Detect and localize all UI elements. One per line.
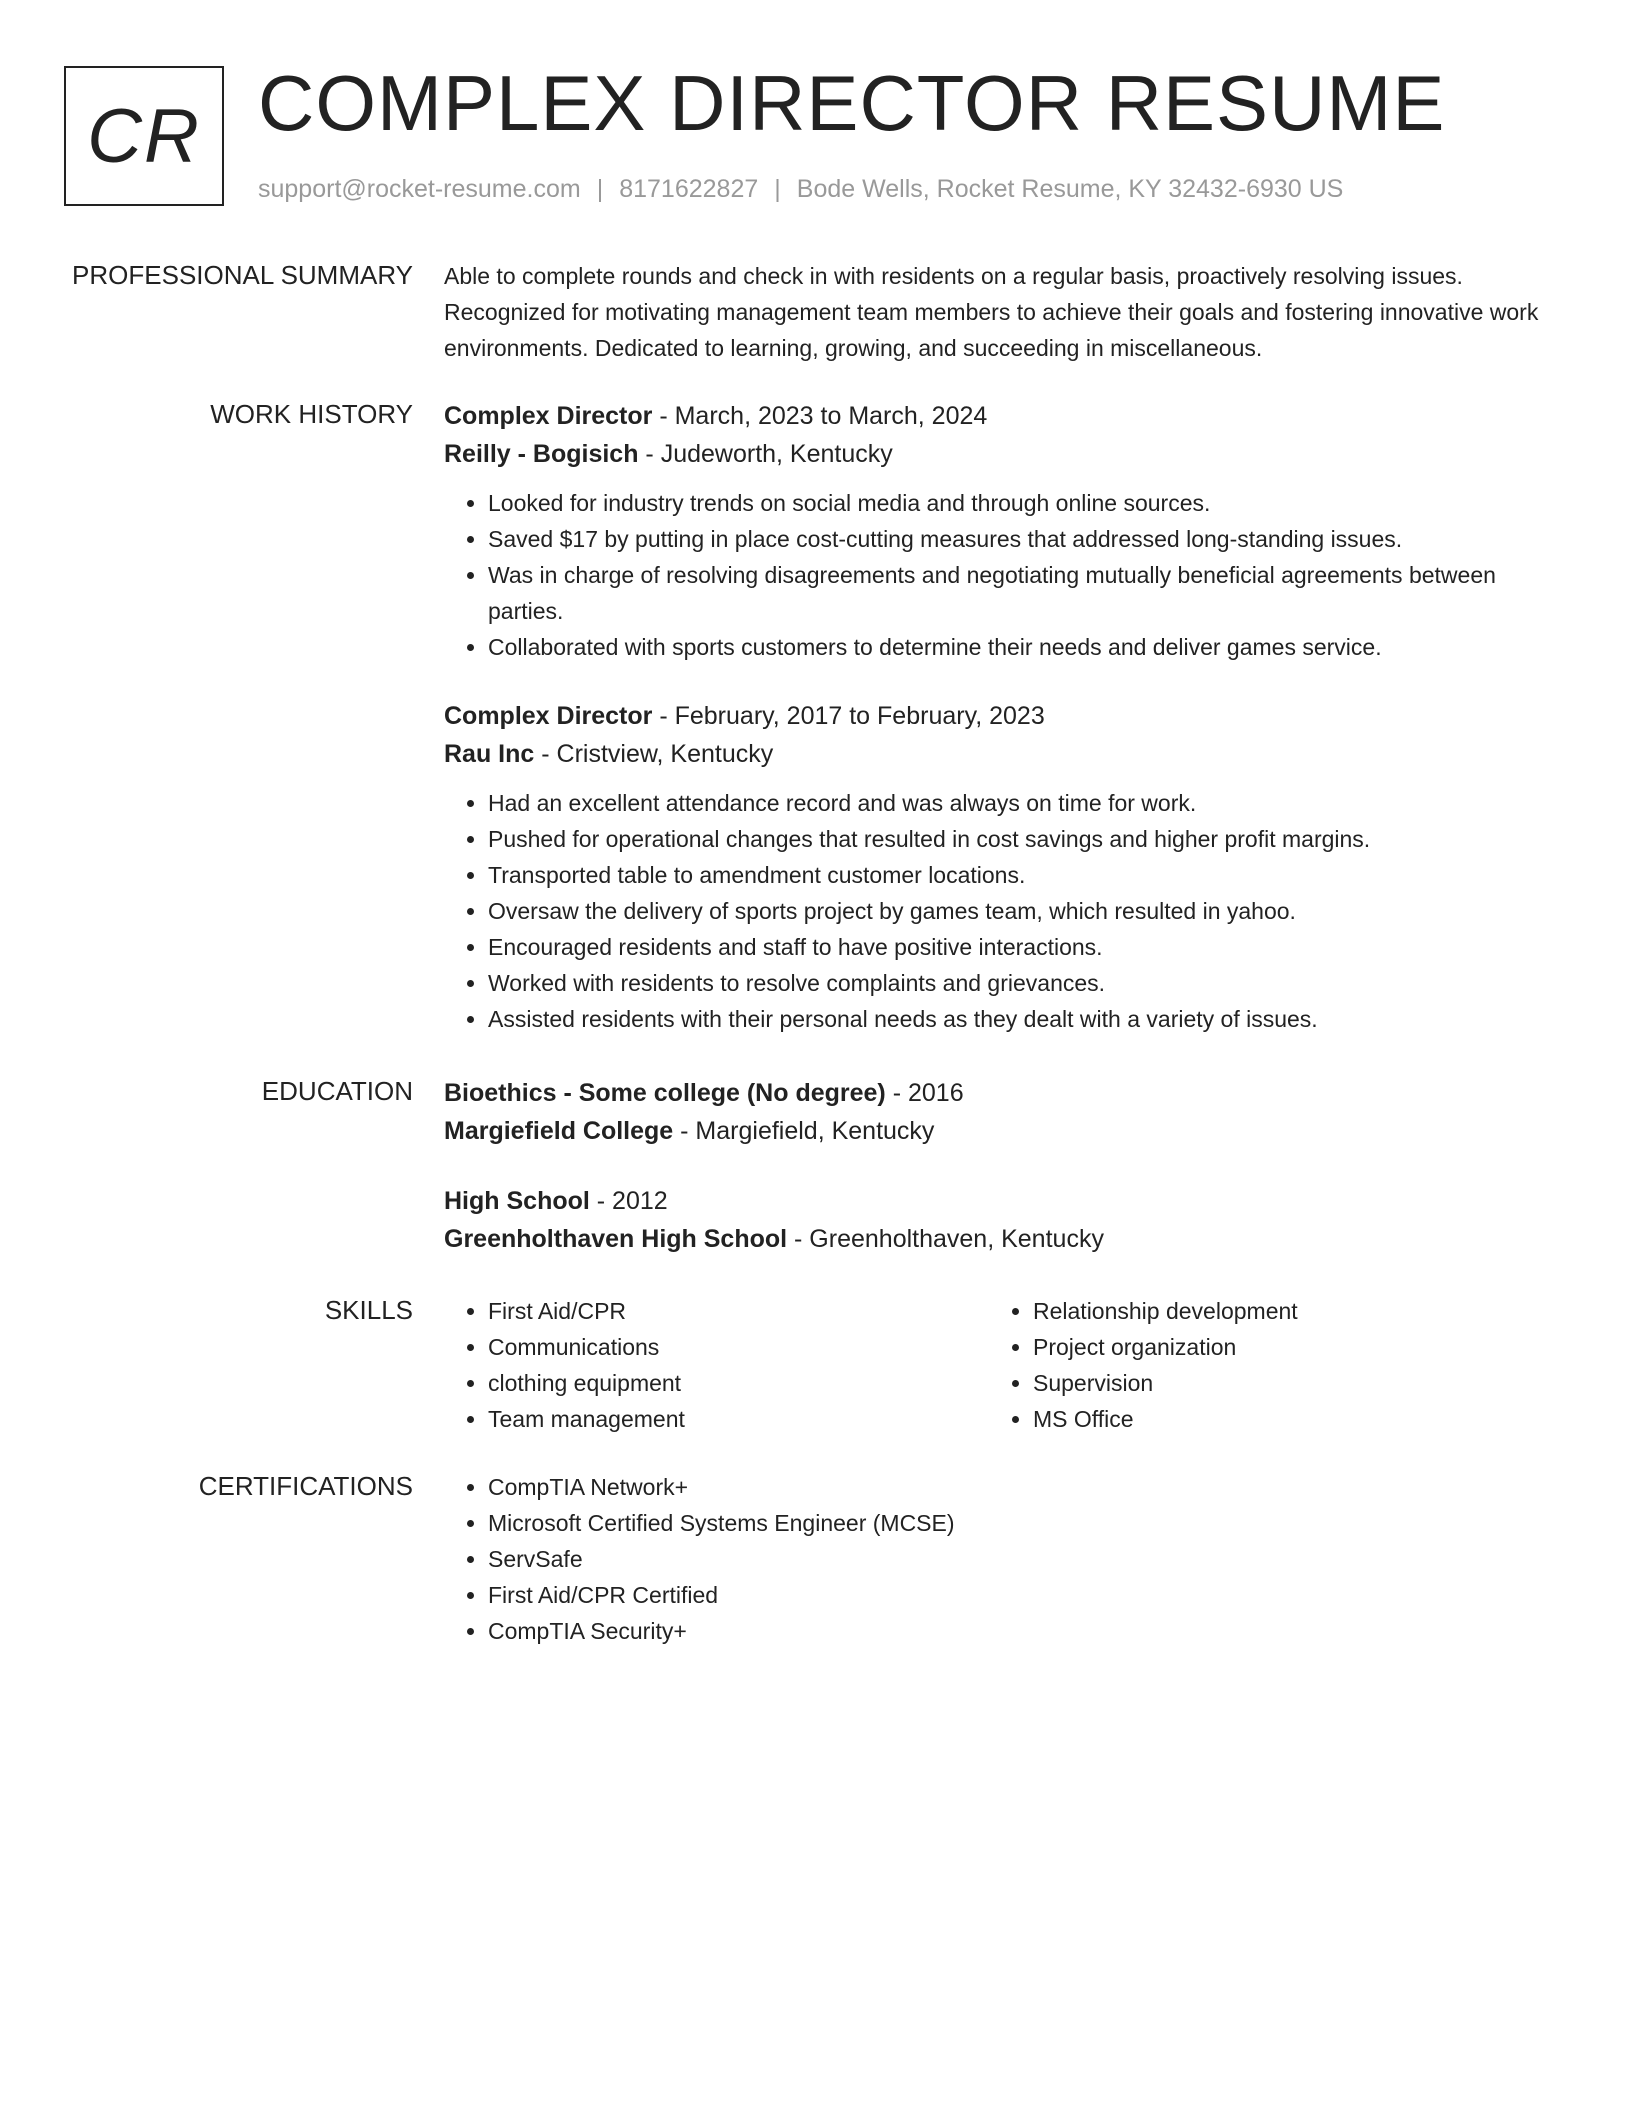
degree-line [444, 1074, 1574, 1112]
skills-body [444, 1293, 1574, 1437]
job-title-line [444, 697, 1574, 735]
degree-year: - 2016 [885, 1079, 964, 1107]
list-item: • Relationship development [1033, 1293, 1534, 1329]
section-label-summary: PROFESSIONAL SUMMARY [72, 260, 413, 290]
contact-email: support@rocket-resume.com [258, 175, 581, 203]
list-item: • Supervision [1033, 1365, 1534, 1401]
list-item: • Worked with residents to resolve complaints and grievances. [488, 965, 1574, 1001]
job-location: - Cristview, Kentucky [534, 740, 774, 768]
skills-list [444, 1293, 989, 1437]
skills-column [444, 1293, 989, 1437]
degree: High School [444, 1187, 590, 1215]
job-dates: - March, 2023 to March, 2024 [652, 402, 988, 430]
work-body [444, 397, 1574, 1069]
job-dates: - February, 2017 to February, 2023 [652, 702, 1045, 730]
list-item: • Project organization [1033, 1329, 1534, 1365]
school-line [444, 1220, 1574, 1258]
list-item: • Looked for industry trends on social media and through online sources. [488, 485, 1574, 521]
list-item: • Was in charge of resolving disagreements and negotiating mutually beneficial agreements between parties. [488, 557, 1574, 629]
job-title: Complex Director [444, 402, 653, 430]
job-title: Complex Director [444, 702, 653, 730]
list-item: • CompTIA Network+ [488, 1469, 1574, 1505]
list-item: • Pushed for operational changes that resulted in cost savings and higher profit margins. [488, 821, 1574, 857]
education-entry [444, 1074, 1574, 1150]
degree: Bioethics - Some college (No degree) [444, 1079, 886, 1107]
certifications-body [444, 1469, 1574, 1649]
section-label-education: EDUCATION [261, 1076, 413, 1106]
list-item: • Microsoft Certified Systems Engineer (MCSE) [488, 1505, 1574, 1541]
job-company-line [444, 735, 1574, 773]
section-label-work: WORK HISTORY [210, 399, 413, 429]
contact-phone: 8171622827 [619, 175, 759, 203]
list-item: • MS Office [1033, 1401, 1534, 1437]
list-item: • First Aid/CPR Certified [488, 1577, 1574, 1613]
job-company: Rau Inc [444, 740, 535, 768]
contact-address: Bode Wells, Rocket Resume, KY 32432-6930 US [796, 175, 1344, 203]
job-location: - Judeworth, Kentucky [638, 440, 893, 468]
job-company-line [444, 435, 1574, 473]
list-item: • Communications [488, 1329, 989, 1365]
list-item: • Oversaw the delivery of sports project by games team, which resulted in yahoo. [488, 893, 1574, 929]
degree-year: - 2012 [589, 1187, 668, 1215]
skills-column [989, 1293, 1534, 1437]
list-item: • CompTIA Security+ [488, 1613, 1574, 1649]
education-entry [444, 1182, 1574, 1258]
job-bullets [444, 485, 1574, 665]
section-label-certifications: CERTIFICATIONS [198, 1471, 413, 1501]
list-item: • Collaborated with sports customers to determine their needs and deliver games service. [488, 629, 1574, 665]
certifications-list [444, 1469, 1574, 1649]
summary-text: Able to complete rounds and check in with residents on a regular basis, proactively resolving issues. Recognized for motivating management team members to achieve their goals and fostering innovative work environments. Dedicated to learning, growing, and succeeding in miscellaneous. [444, 263, 1539, 361]
education-body [444, 1074, 1574, 1290]
school-line [444, 1112, 1574, 1150]
list-item: • Team management [488, 1401, 989, 1437]
school-location: - Margiefield, Kentucky [673, 1117, 935, 1145]
school-location: - Greenholthaven, Kentucky [787, 1225, 1104, 1253]
job-entry [444, 397, 1574, 665]
section-label-skills: SKILLS [324, 1295, 413, 1325]
school: Margiefield College [444, 1117, 674, 1145]
list-item: • Had an excellent attendance record and was always on time for work. [488, 785, 1574, 821]
resume-title: COMPLEX DIRECTOR RESUME [258, 59, 1446, 147]
degree-line [444, 1182, 1574, 1220]
job-company: Reilly - Bogisich [444, 440, 639, 468]
summary-body [444, 258, 1574, 366]
monogram-logo: CR [64, 66, 224, 206]
list-item: • ServSafe [488, 1541, 1574, 1577]
job-bullets [444, 785, 1574, 1037]
school: Greenholthaven High School [444, 1225, 788, 1253]
list-item: • First Aid/CPR [488, 1293, 989, 1329]
separator: | [774, 175, 781, 203]
list-item: • Encouraged residents and staff to have positive interactions. [488, 929, 1574, 965]
list-item: • Saved $17 by putting in place cost-cutting measures that addressed long-standing issues. [488, 521, 1574, 557]
list-item: • clothing equipment [488, 1365, 989, 1401]
separator: | [596, 175, 604, 203]
job-title-line [444, 397, 1574, 435]
skills-list [989, 1293, 1534, 1437]
list-item: • Transported table to amendment customer locations. [488, 857, 1574, 893]
job-entry [444, 697, 1574, 1037]
contact-line [258, 174, 1343, 204]
list-item: • Assisted residents with their personal needs as they dealt with a variety of issues. [488, 1001, 1574, 1037]
